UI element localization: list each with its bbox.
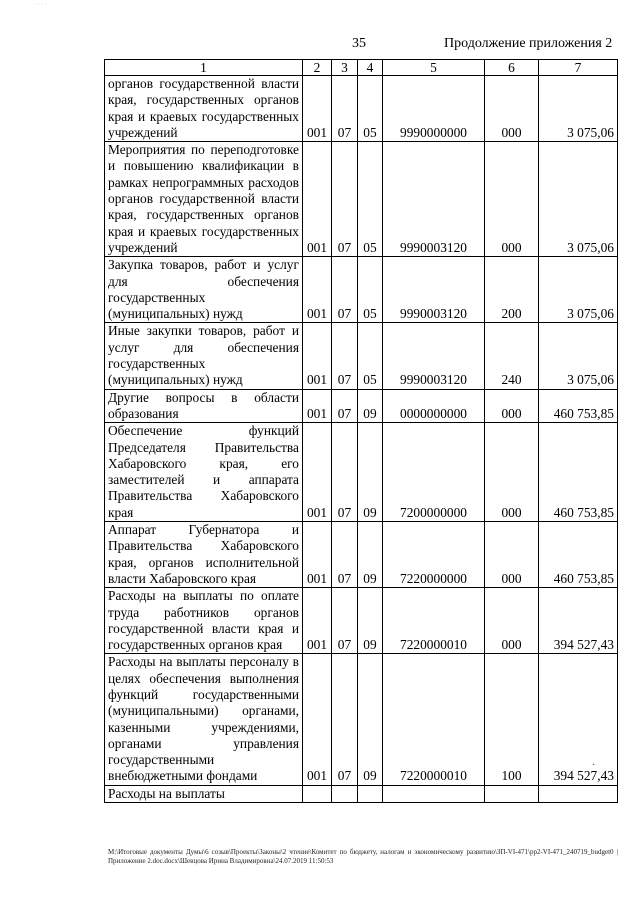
column-header-1: 1 — [105, 60, 303, 76]
target-code-cell: 0000000000 — [383, 389, 485, 423]
document-footer-path: M:\Итоговые документы Думы\6 созыв\Проекты\Законы\2 чтение\Комитет по бюджету, налогам и экономическому развитию\ЗП-VI-471\рр2-VI-471_240719_budget0 | Приложение 2.doc.docx\Шевцова Ирина Владимировна\24.07.2019 11:50:53 — [108, 848, 618, 865]
target-code-cell: 9990000000 — [383, 76, 485, 142]
table-row — [105, 142, 618, 257]
expense-type-cell — [485, 785, 539, 802]
expense-type-cell: 000 — [485, 588, 539, 654]
table-row — [105, 389, 618, 423]
row-name-cell: Иные закупки товаров, работ и услуг для обеспечения государственных (муниципальных) нужд — [105, 323, 303, 389]
target-code-cell: 7220000010 — [383, 654, 485, 785]
amount-cell: 3 075,06 — [539, 142, 618, 257]
target-code-cell: 7220000010 — [383, 588, 485, 654]
target-code-cell: 9990003120 — [383, 142, 485, 257]
code-cell-4 — [358, 785, 383, 802]
table-row — [105, 257, 618, 323]
row-name-cell: Мероприятия по переподготовке и повышению квалификации в рамках непрограммных расходов органов государственной власти края, государственных органов края и краевых государственных учреждений — [105, 142, 303, 257]
code-cell-3: 07 — [332, 654, 358, 785]
expense-type-cell: 000 — [485, 76, 539, 142]
row-name-cell: Другие вопросы в области образования — [105, 389, 303, 423]
row-name-cell: Расходы на выплаты — [105, 785, 303, 802]
code-cell-4: 05 — [358, 257, 383, 323]
column-header-2: 2 — [303, 60, 332, 76]
amount-cell: 460 753,85 — [539, 423, 618, 522]
budget-table — [104, 59, 618, 803]
amount-cell: 394 527,43 — [539, 588, 618, 654]
target-code-cell: 9990003120 — [383, 323, 485, 389]
code-cell-2: 001 — [303, 257, 332, 323]
expense-type-cell: 000 — [485, 389, 539, 423]
code-cell-2: 001 — [303, 654, 332, 785]
code-cell-4: 09 — [358, 423, 383, 522]
amount-cell: 3 075,06 — [539, 257, 618, 323]
code-cell-4: 09 — [358, 389, 383, 423]
code-cell-3: 07 — [332, 389, 358, 423]
column-header-7: 7 — [539, 60, 618, 76]
table-row — [105, 76, 618, 142]
row-name-cell: органов государственной власти края, государственных органов края и краевых государственных учреждений — [105, 76, 303, 142]
table-row — [105, 785, 618, 802]
target-code-cell: 7220000000 — [383, 522, 485, 588]
code-cell-3: 07 — [332, 522, 358, 588]
code-cell-2: 001 — [303, 142, 332, 257]
expense-type-cell: 000 — [485, 522, 539, 588]
row-name-cell: Аппарат Губернатора и Правительства Хабаровского края, органов исполнительной власти Хабаровского края — [105, 522, 303, 588]
table-row — [105, 588, 618, 654]
target-code-cell — [383, 785, 485, 802]
code-cell-3: 07 — [332, 323, 358, 389]
table-row — [105, 423, 618, 522]
stray-dot-mark: · — [592, 760, 596, 771]
target-code-cell: 7200000000 — [383, 423, 485, 522]
table-body — [105, 76, 618, 803]
row-name-cell: Расходы на выплаты по оплате труда работников органов государственной власти края и государственных органов края — [105, 588, 303, 654]
expense-type-cell: 000 — [485, 142, 539, 257]
code-cell-3: 07 — [332, 257, 358, 323]
appendix-continuation-note: Продолжение приложения 2 — [444, 36, 613, 51]
code-cell-4: 09 — [358, 588, 383, 654]
code-cell-3: 07 — [332, 76, 358, 142]
table-header — [105, 60, 618, 76]
amount-cell: 3 075,06 — [539, 76, 618, 142]
amount-cell: 394 527,43 — [539, 654, 618, 785]
column-header-5: 5 — [383, 60, 485, 76]
code-cell-2 — [303, 785, 332, 802]
amount-cell: 460 753,85 — [539, 522, 618, 588]
code-cell-4: 09 — [358, 654, 383, 785]
table-row — [105, 323, 618, 389]
column-header-4: 4 — [358, 60, 383, 76]
code-cell-4: 05 — [358, 323, 383, 389]
column-header-3: 3 — [332, 60, 358, 76]
row-name-cell: Закупка товаров, работ и услуг для обеспечения государственных (муниципальных) нужд — [105, 257, 303, 323]
expense-type-cell: 200 — [485, 257, 539, 323]
row-name-cell: Расходы на выплаты персоналу в целях обеспечения выполнения функций государственными (муниципальными) органами, казенными учреждениями, органами управления государственными внебюджетными фондами — [105, 654, 303, 785]
expense-type-cell: 000 — [485, 423, 539, 522]
amount-cell: 3 075,06 — [539, 323, 618, 389]
page-number: 35 — [352, 36, 366, 51]
code-cell-2: 001 — [303, 389, 332, 423]
code-cell-2: 001 — [303, 323, 332, 389]
column-header-6: 6 — [485, 60, 539, 76]
code-cell-4: 05 — [358, 76, 383, 142]
expense-type-cell: 100 — [485, 654, 539, 785]
row-name-cell: Обеспечение функций Председателя Правительства Хабаровского края, его заместителей и аппарата Правительства Хабаровского края — [105, 423, 303, 522]
code-cell-3: 07 — [332, 142, 358, 257]
code-cell-3: 07 — [332, 423, 358, 522]
amount-cell — [539, 785, 618, 802]
header-row — [105, 60, 618, 76]
code-cell-2: 001 — [303, 76, 332, 142]
table-row — [105, 522, 618, 588]
code-cell-2: 001 — [303, 522, 332, 588]
table-row — [105, 654, 618, 785]
expense-type-cell: 240 — [485, 323, 539, 389]
code-cell-4: 09 — [358, 522, 383, 588]
code-cell-3 — [332, 785, 358, 802]
scan-margin-mark: · · · · — [34, 2, 47, 8]
code-cell-3: 07 — [332, 588, 358, 654]
code-cell-2: 001 — [303, 423, 332, 522]
target-code-cell: 9990003120 — [383, 257, 485, 323]
code-cell-2: 001 — [303, 588, 332, 654]
code-cell-4: 05 — [358, 142, 383, 257]
amount-cell: 460 753,85 — [539, 389, 618, 423]
